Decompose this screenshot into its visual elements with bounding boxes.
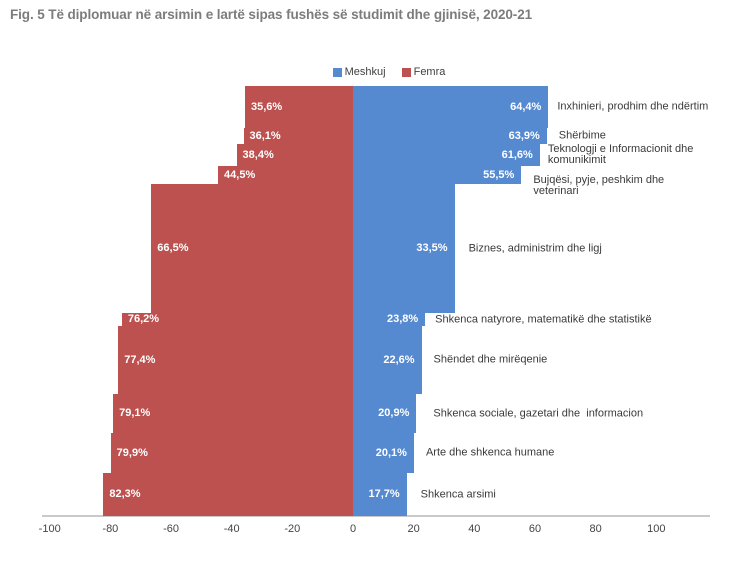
category-row bbox=[0, 184, 744, 313]
category-label: Shëndet dhe mirëqenie bbox=[433, 353, 548, 366]
legend-label-femra: Femra bbox=[413, 66, 446, 78]
x-axis-tick-label: 80 bbox=[589, 523, 602, 535]
meshkuj-bar bbox=[353, 86, 548, 128]
meshkuj-value-label: 63,9% bbox=[508, 129, 540, 142]
x-axis-tick-label: -20 bbox=[284, 523, 301, 535]
meshkuj-bar bbox=[353, 144, 540, 166]
meshkuj-bar bbox=[353, 473, 407, 516]
x-axis-tick-label: 40 bbox=[468, 523, 481, 535]
femra-value-label: 76,2% bbox=[127, 313, 160, 325]
meshkuj-value-label: 61,6% bbox=[501, 148, 533, 161]
meshkuj-bar bbox=[353, 433, 414, 473]
category-label: Bujqësi, pyje, peshkim dhe veterinari bbox=[533, 173, 668, 197]
femra-value-label: 36,1% bbox=[249, 129, 281, 142]
meshkuj-bar bbox=[353, 394, 416, 433]
meshkuj-value-label: 64,4% bbox=[510, 100, 542, 113]
category-label: Inxhinieri, prodhim dhe ndërtim bbox=[557, 100, 709, 113]
femra-value-label: 79,1% bbox=[119, 407, 151, 419]
meshkuj-value-label: 22,6% bbox=[383, 353, 415, 366]
x-axis-tick-label: 100 bbox=[647, 523, 666, 535]
category-label: Shërbime bbox=[558, 129, 606, 142]
femra-bar bbox=[244, 128, 353, 144]
x-axis-tick-label: -60 bbox=[163, 523, 179, 535]
x-axis-tick-label: 0 bbox=[349, 523, 357, 535]
meshkuj-value-label: 33,5% bbox=[416, 242, 448, 254]
x-axis-tick-label: 60 bbox=[528, 523, 542, 535]
category-label: Shkenca sociale, gazetari dhe informacion bbox=[433, 406, 644, 419]
femra-bar bbox=[237, 144, 353, 166]
meshkuj-value-label: 17,7% bbox=[368, 488, 400, 500]
meshkuj-value-label: 23,8% bbox=[386, 313, 419, 325]
category-label: Arte dhe shkenca humane bbox=[425, 446, 555, 459]
legend-label-meshkuj: Meshkuj bbox=[344, 66, 386, 78]
femra-bar bbox=[151, 184, 353, 313]
femra-value-label: 35,6% bbox=[251, 100, 283, 113]
femra-value-label: 79,9% bbox=[116, 446, 148, 459]
femra-value-label: 77,4% bbox=[124, 353, 156, 366]
femra-value-label: 44,5% bbox=[224, 168, 256, 181]
meshkuj-value-label: 55,5% bbox=[483, 168, 515, 181]
category-label: Shkenca natyrore, matematikë dhe statistikë bbox=[435, 312, 652, 325]
femra-bar bbox=[245, 86, 353, 128]
category-row bbox=[0, 433, 744, 473]
femra-bar bbox=[111, 433, 353, 473]
meshkuj-bar bbox=[353, 326, 422, 394]
x-axis-tick-label: -80 bbox=[102, 523, 119, 535]
category-label: Shkenca arsimi bbox=[420, 487, 496, 500]
category-row bbox=[0, 326, 744, 394]
femra-bar bbox=[118, 326, 353, 394]
meshkuj-value-label: 20,1% bbox=[375, 446, 407, 459]
meshkuj-bar bbox=[353, 184, 455, 313]
meshkuj-bar bbox=[353, 313, 425, 326]
femra-value-label: 82,3% bbox=[109, 488, 141, 500]
category-label: Teknologji e Informacionit dhe komunikimit bbox=[547, 142, 697, 166]
femra-bar bbox=[122, 313, 353, 326]
femra-value-label: 66,5% bbox=[157, 242, 189, 254]
x-axis-tick-label: 20 bbox=[407, 523, 420, 535]
category-label: Biznes, administrim dhe ligj bbox=[468, 241, 602, 254]
femra-value-label: 38,4% bbox=[242, 148, 274, 161]
femra-bar bbox=[103, 473, 353, 516]
category-row bbox=[0, 473, 744, 516]
meshkuj-bar bbox=[353, 166, 521, 184]
chart-title: Fig. 5 Të diplomuar në arsimin e lartë sipas fushës së studimit dhe gjinisë, 2020-21 bbox=[10, 7, 533, 22]
femra-bar bbox=[113, 394, 353, 433]
femra-bar bbox=[218, 166, 353, 184]
x-axis-tick-label: -100 bbox=[38, 523, 61, 535]
x-axis-tick-label: -40 bbox=[223, 523, 240, 535]
meshkuj-value-label: 20,9% bbox=[378, 407, 410, 419]
category-row bbox=[0, 128, 744, 144]
meshkuj-bar bbox=[353, 128, 547, 144]
